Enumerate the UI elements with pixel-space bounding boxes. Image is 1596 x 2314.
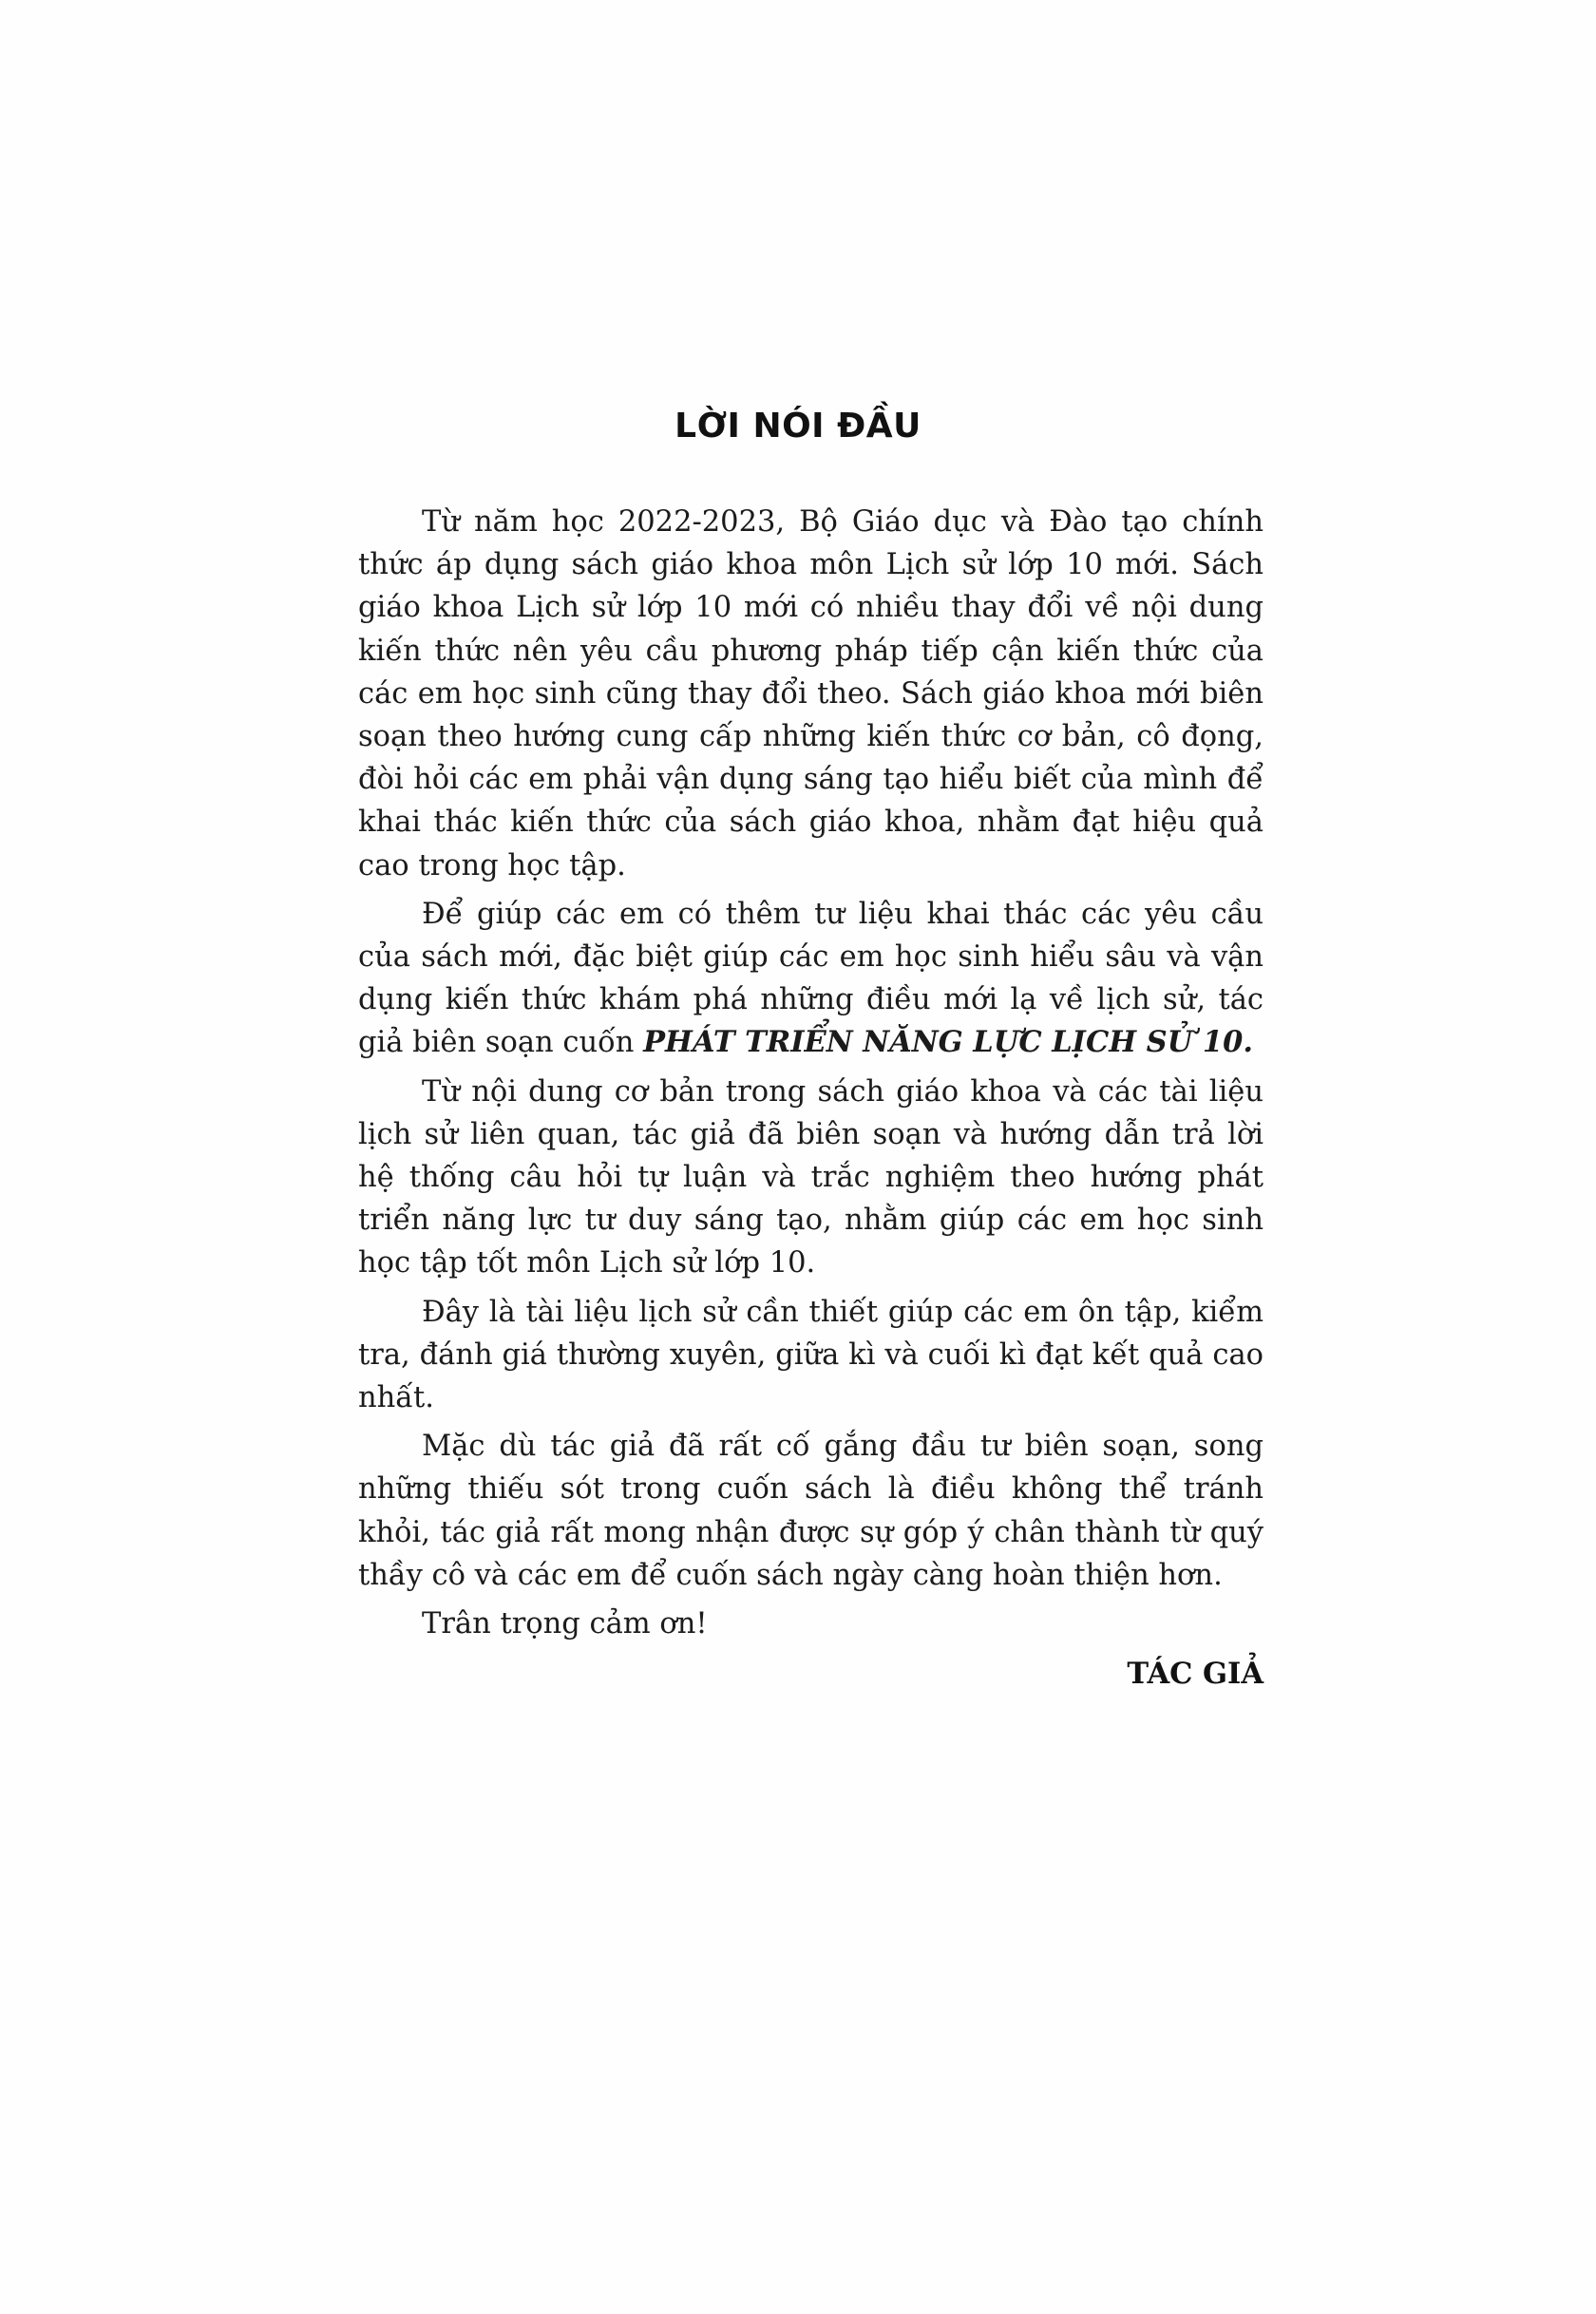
body-text [358,501,1264,1696]
paragraph-5-text: Mặc dù tác giả đã rất cố gắng đầu tư biên soạn, song những thiếu sót trong cuốn sách là điều không thể tránh khỏi, tác giả rất mong nhận được sự góp ý chân thành từ quý thầy cô và các em để cuốn sách ngày càng hoàn thiện hơn. [358,1430,1264,1592]
author-signature: TÁC GIẢ [1127,1657,1264,1692]
page-title: LỜI NÓI ĐẦU [674,407,922,446]
paragraph-1-text: Từ năm học 2022-2023, Bộ Giáo dục và Đào tạo chính thức áp dụng sách giáo khoa môn Lịch sử lớp 10 mới. Sách giáo khoa Lịch sử lớp 10 mới có nhiều thay đổi về nội dung kiến thức nên yêu cầu phương pháp tiếp cận kiến thức của các em học sinh cũng thay đổi theo. Sách giáo khoa mới biên soạn theo hướng cung cấp những kiến thức cơ bản, cô đọng, đòi hỏi các em phải vận dụng sáng tạo hiểu biết của mình để khai thác kiến thức của sách giáo khoa, nhằm đạt hiệu quả cao trong học tập. [358,505,1264,882]
paragraph-6 [358,1603,1264,1645]
paragraph-6-text: Trân trọng cảm ơn! [422,1607,708,1641]
paragraph-3-text: Từ nội dung cơ bản trong sách giáo khoa và các tài liệu lịch sử liên quan, tác giả đã biên soạn và hướng dẫn trả lời hệ thống câu hỏi tự luận và trắc nghiệm theo hướng phát triển năng lực tư duy sáng tạo, nhằm giúp các em học sinh học tập tốt môn Lịch sử lớp 10. [358,1074,1264,1280]
paragraph-4-text: Đây là tài liệu lịch sử cần thiết giúp các em ôn tập, kiểm tra, đánh giá thường xuyên, giữa kì và cuối kì đạt kết quả cao nhất. [358,1295,1264,1415]
paragraph-4 [358,1291,1264,1420]
paragraph-2 [358,893,1264,1065]
paragraph-2-text: Để giúp các em có thêm tư liệu khai thác các yêu cầu của sách mới, đặc biệt giúp các em học sinh hiểu sâu và vận dụng kiến thức khám phá những điều mới lạ về lịch sử, tác giả biên soạn cuốn [358,897,1264,1060]
paragraph-3 [358,1071,1264,1285]
paragraph-5 [358,1425,1264,1597]
paragraph-1 [358,501,1264,887]
book-title-emphasis: PHÁT TRIỂN NĂNG LỰC LỊCH SỬ 10. [643,1025,1253,1060]
